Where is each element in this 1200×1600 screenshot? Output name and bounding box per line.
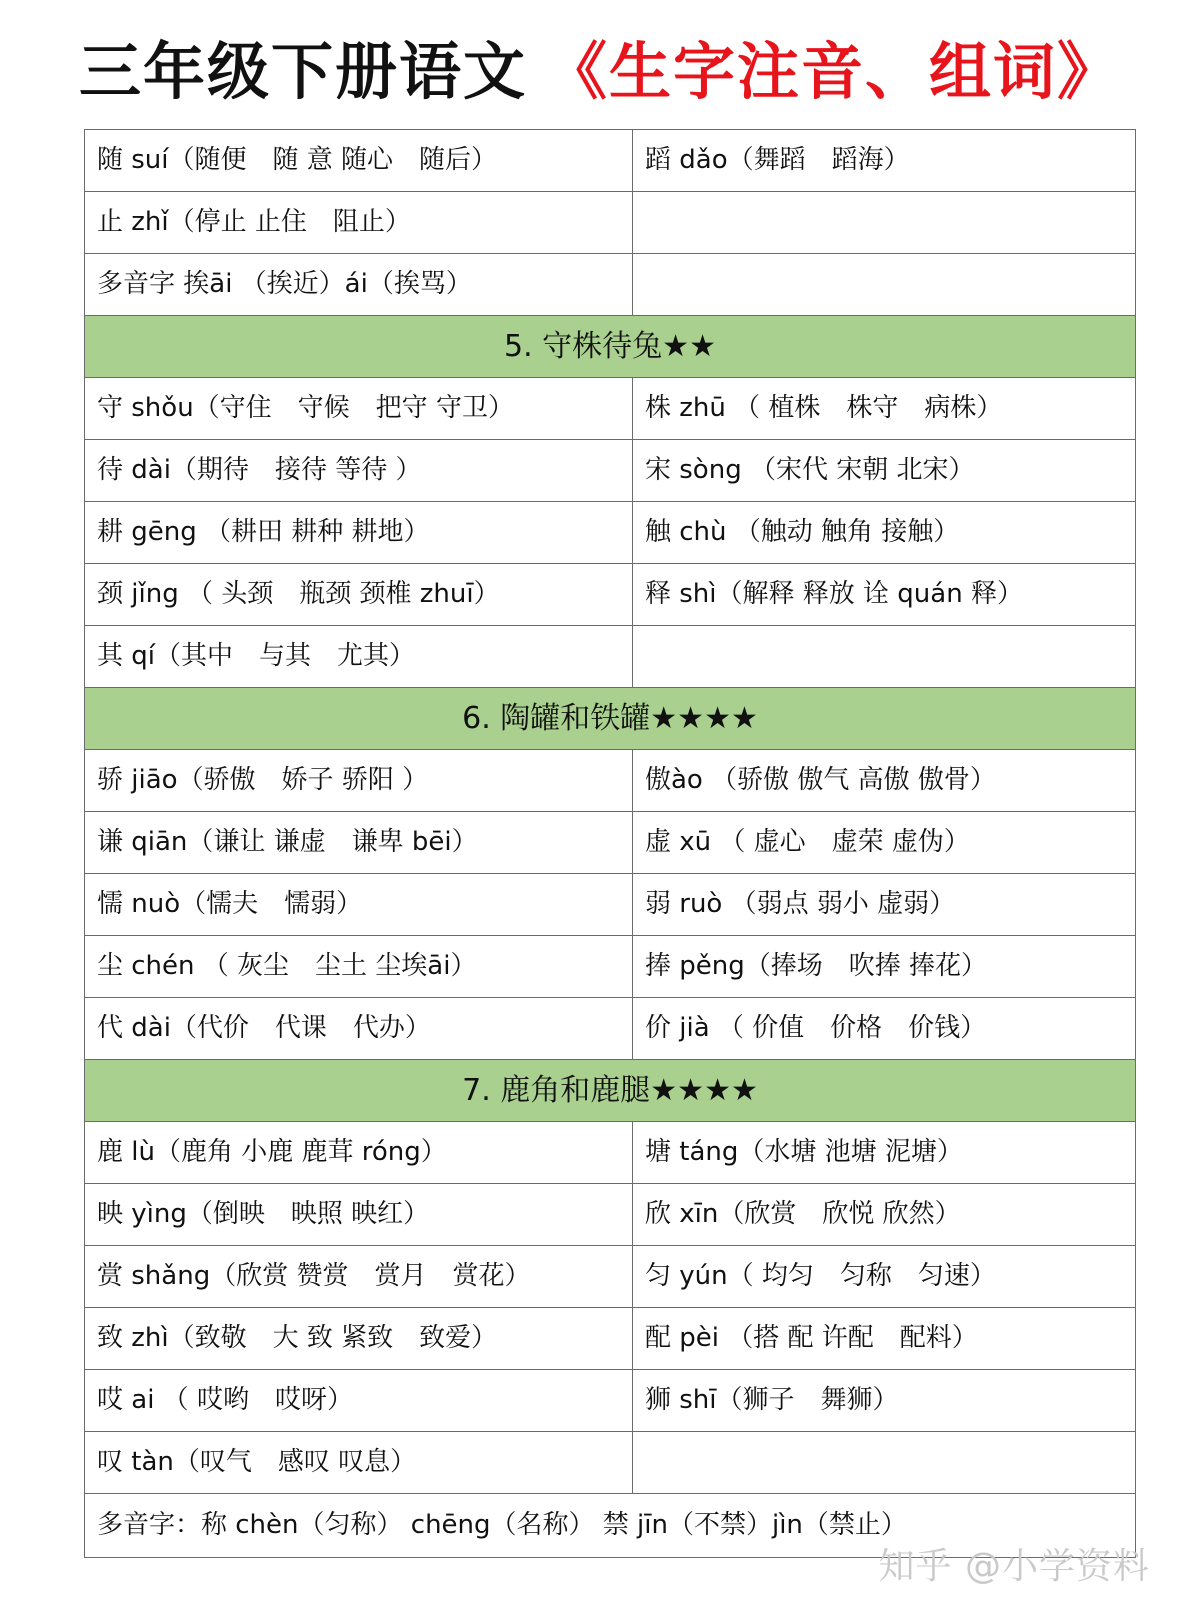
section-title: 7. 鹿角和鹿腿★★★★: [85, 1060, 1136, 1122]
title-black-part: 三年级下册语文: [78, 35, 527, 108]
vocab-row: [85, 812, 1136, 874]
vocab-cell-right: 配 pèi （搭 配 许配 配料）: [633, 1308, 1136, 1370]
vocab-table-body: [85, 130, 1136, 1558]
watermark: 知乎 @小学资料: [878, 1546, 1150, 1587]
vocab-cell-left: 懦 nuò（懦夫 懦弱）: [85, 874, 633, 936]
vocab-cell-left: 耕 gēng （耕田 耕种 耕地）: [85, 502, 633, 564]
vocab-row: [85, 378, 1136, 440]
vocab-cell-right: [633, 626, 1136, 688]
vocab-cell-left: 守 shǒu（守住 守候 把守 守卫）: [85, 378, 633, 440]
vocab-row: [85, 130, 1136, 192]
vocab-cell-right: [633, 1432, 1136, 1494]
section-title: 6. 陶罐和铁罐★★★★: [85, 688, 1136, 750]
vocab-row: [85, 1308, 1136, 1370]
vocab-cell-right: 蹈 dǎo（舞蹈 蹈海）: [633, 130, 1136, 192]
vocab-row: [85, 1432, 1136, 1494]
vocab-table: [84, 129, 1136, 1558]
vocab-cell-right: 塘 táng（水塘 池塘 泥塘）: [633, 1122, 1136, 1184]
vocab-cell-right: 弱 ruò （弱点 弱小 虚弱）: [633, 874, 1136, 936]
vocab-cell-left: 其 qí（其中 与其 尤其）: [85, 626, 633, 688]
vocab-cell-left: 颈 jǐng （ 头颈 瓶颈 颈椎 zhuī）: [85, 564, 633, 626]
vocab-row: [85, 502, 1136, 564]
vocab-cell-right: 触 chù （触动 触角 接触）: [633, 502, 1136, 564]
vocab-row: [85, 254, 1136, 316]
vocab-row: [85, 626, 1136, 688]
vocab-cell-left: 代 dài（代价 代课 代办）: [85, 998, 633, 1060]
vocab-cell-left: 随 suí（随便 随 意 随心 随后）: [85, 130, 633, 192]
vocab-cell-right: 宋 sòng （宋代 宋朝 北宋）: [633, 440, 1136, 502]
vocab-row: [85, 1122, 1136, 1184]
page-title: [0, 22, 1200, 122]
vocab-cell-left: 止 zhǐ（停止 止住 阻止）: [85, 192, 633, 254]
vocab-cell-left: 致 zhì（致敬 大 致 紧致 致爱）: [85, 1308, 633, 1370]
vocab-row: [85, 1370, 1136, 1432]
section-header-row: [85, 1060, 1136, 1122]
vocab-cell-right: 匀 yún（ 均匀 匀称 匀速）: [633, 1246, 1136, 1308]
vocab-cell-right: [633, 192, 1136, 254]
vocab-cell-right: [633, 254, 1136, 316]
polyphone-note: 多音字：称 chèn（匀称） chēng（名称） 禁 jīn（不禁）jìn（禁止）: [85, 1494, 1136, 1558]
section-header-row: [85, 316, 1136, 378]
vocab-cell-left: 骄 jiāo（骄傲 娇子 骄阳 ）: [85, 750, 633, 812]
vocab-row: [85, 750, 1136, 812]
vocab-cell-left: 叹 tàn（叹气 感叹 叹息）: [85, 1432, 633, 1494]
vocab-cell-right: 傲ào （骄傲 傲气 高傲 傲骨）: [633, 750, 1136, 812]
vocab-row: [85, 192, 1136, 254]
vocab-cell-left: 映 yìng（倒映 映照 映红）: [85, 1184, 633, 1246]
vocab-cell-left: 谦 qiān（谦让 谦虚 谦卑 bēi）: [85, 812, 633, 874]
vocab-cell-right: 价 jià （ 价值 价格 价钱）: [633, 998, 1136, 1060]
vocab-cell-left: 赏 shǎng（欣赏 赞赏 赏月 赏花）: [85, 1246, 633, 1308]
vocab-cell-right: 欣 xīn（欣赏 欣悦 欣然）: [633, 1184, 1136, 1246]
title-red-part: 《生字注音、组词》: [545, 35, 1122, 108]
section-title: 5. 守株待兔★★: [85, 316, 1136, 378]
vocab-row: [85, 998, 1136, 1060]
vocab-cell-right: 株 zhū （ 植株 株守 病株）: [633, 378, 1136, 440]
vocab-cell-left: 鹿 lù（鹿角 小鹿 鹿茸 róng）: [85, 1122, 633, 1184]
vocab-row: [85, 874, 1136, 936]
vocab-row: [85, 1184, 1136, 1246]
vocab-cell-right: 捧 pěng（捧场 吹捧 捧花）: [633, 936, 1136, 998]
vocab-cell-right: 虚 xū （ 虚心 虚荣 虚伪）: [633, 812, 1136, 874]
section-header-row: [85, 688, 1136, 750]
vocab-cell-left: 待 dài（期待 接待 等待 ）: [85, 440, 633, 502]
vocab-row: [85, 440, 1136, 502]
vocab-row: [85, 936, 1136, 998]
vocab-cell-left: 哎 ai （ 哎哟 哎呀）: [85, 1370, 633, 1432]
vocab-row: [85, 564, 1136, 626]
vocab-cell-right: 狮 shī（狮子 舞狮）: [633, 1370, 1136, 1432]
vocab-cell-left: 尘 chén （ 灰尘 尘土 尘埃āi）: [85, 936, 633, 998]
vocab-row: [85, 1246, 1136, 1308]
vocab-cell-left: 多音字 挨āi （挨近）ái（挨骂）: [85, 254, 633, 316]
vocab-cell-right: 释 shì（解释 释放 诠 quán 释）: [633, 564, 1136, 626]
